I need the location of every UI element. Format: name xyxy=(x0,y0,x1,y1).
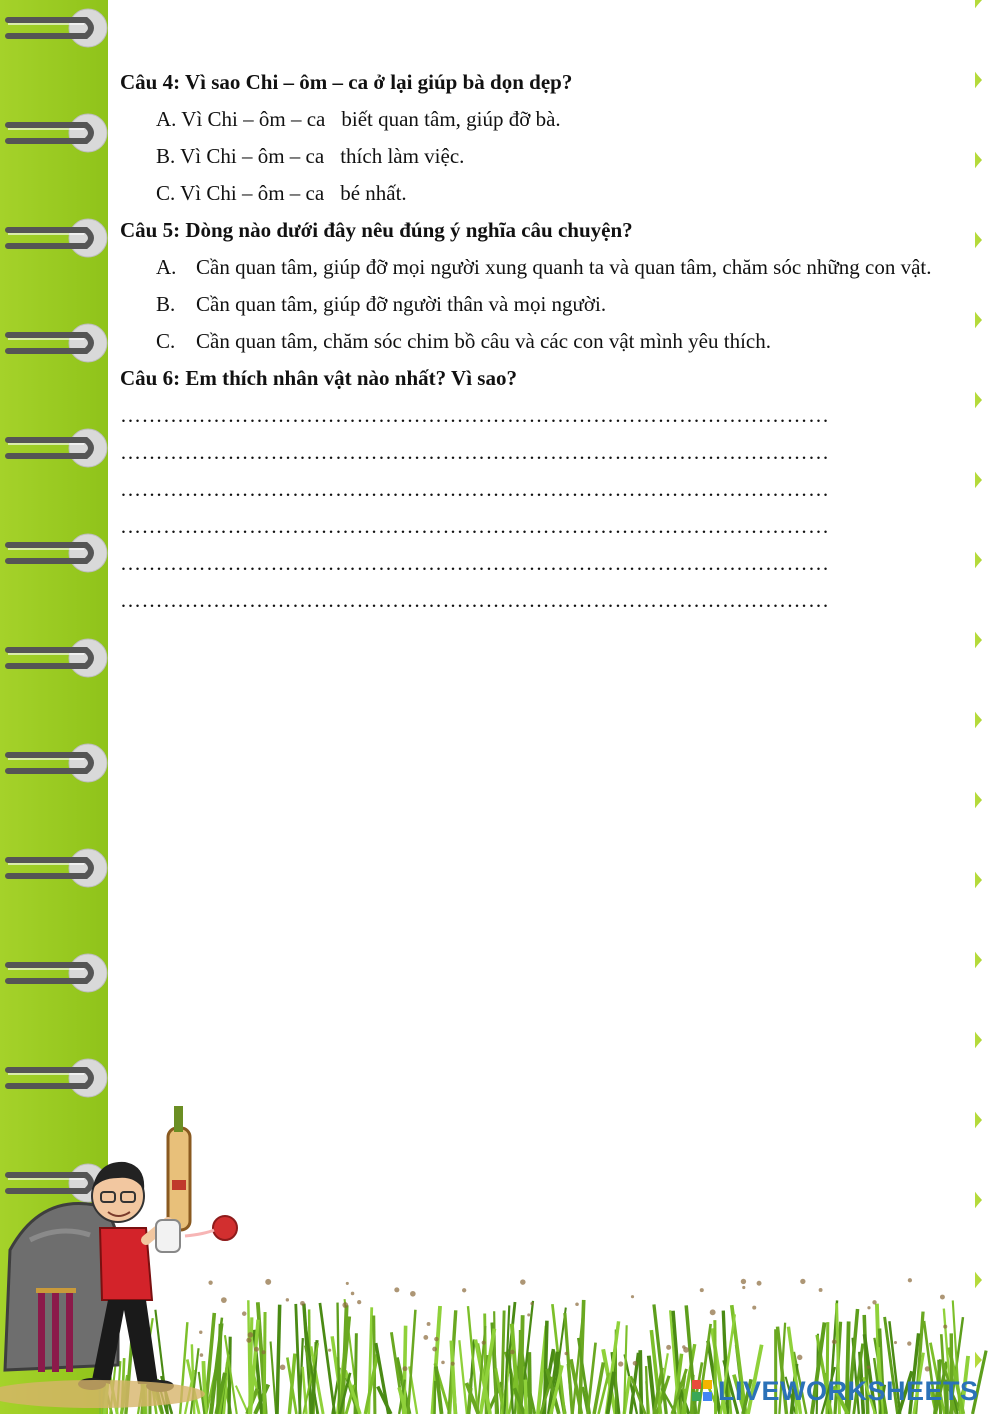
option-text: Cần quan tâm, chăm sóc chim bồ câu và các con vật mình yêu thích. xyxy=(196,329,771,353)
option-letter: A. xyxy=(156,255,177,279)
question-5-option-c[interactable] xyxy=(120,323,960,360)
wicket-icon xyxy=(36,1288,76,1372)
question-6-title: Câu 6: Em thích nhân vật nào nhất? Vì sao? xyxy=(120,366,517,390)
option-prefix: B. Vì Chi – ôm – ca xyxy=(156,144,325,168)
worksheet-content xyxy=(120,64,960,619)
question-4-title: Câu 4: Vì sao Chi – ôm – ca ở lại giúp bà dọn dẹp? xyxy=(120,70,573,94)
option-prefix: C. Vì Chi – ôm – ca xyxy=(156,181,325,205)
question-4-option-b[interactable] xyxy=(120,138,960,175)
question-5-option-a[interactable] xyxy=(120,249,960,286)
question-5-title: Câu 5: Dòng nào dưới đây nêu đúng ý nghĩa câu chuyện? xyxy=(120,218,633,242)
answer-line-5[interactable]: ……………………………………………………………………………………… xyxy=(120,551,830,575)
question-4-option-a[interactable] xyxy=(120,101,960,138)
answer-line-6[interactable]: ……………………………………………………………………………………… xyxy=(120,588,830,612)
answer-line-3[interactable]: ……………………………………………………………………………………… xyxy=(120,477,830,501)
answer-line-2[interactable]: ……………………………………………………………………………………… xyxy=(120,440,830,464)
liveworksheets-logo-text: LIVEWORKSHEETS xyxy=(718,1375,979,1406)
cricket-bat-icon xyxy=(168,1106,190,1230)
option-text: bé nhất. xyxy=(340,181,407,205)
option-letter: B. xyxy=(156,292,176,316)
answer-line-1[interactable]: ……………………………………………………………………………………… xyxy=(120,403,830,427)
question-4-option-c[interactable] xyxy=(120,175,960,212)
cricket-ball-icon xyxy=(213,1216,237,1240)
scalloped-edge xyxy=(963,0,1000,1414)
question-5-option-b[interactable] xyxy=(120,286,960,323)
option-text: Cần quan tâm, giúp đỡ người thân và mọi người. xyxy=(196,292,607,316)
option-prefix: A. Vì Chi – ôm – ca xyxy=(156,107,326,131)
option-text: thích làm việc. xyxy=(340,144,465,168)
answer-line-4[interactable]: ……………………………………………………………………………………… xyxy=(120,514,830,538)
option-text: Cần quan tâm, giúp đỡ mọi người xung quanh ta và quan tâm, chăm sóc những con vật. xyxy=(196,255,932,279)
option-letter: C. xyxy=(156,329,176,353)
liveworksheets-logo-icon xyxy=(692,1378,714,1404)
option-text: biết quan tâm, giúp đỡ bà. xyxy=(341,107,561,131)
liveworksheets-logo[interactable] xyxy=(692,1372,979,1410)
